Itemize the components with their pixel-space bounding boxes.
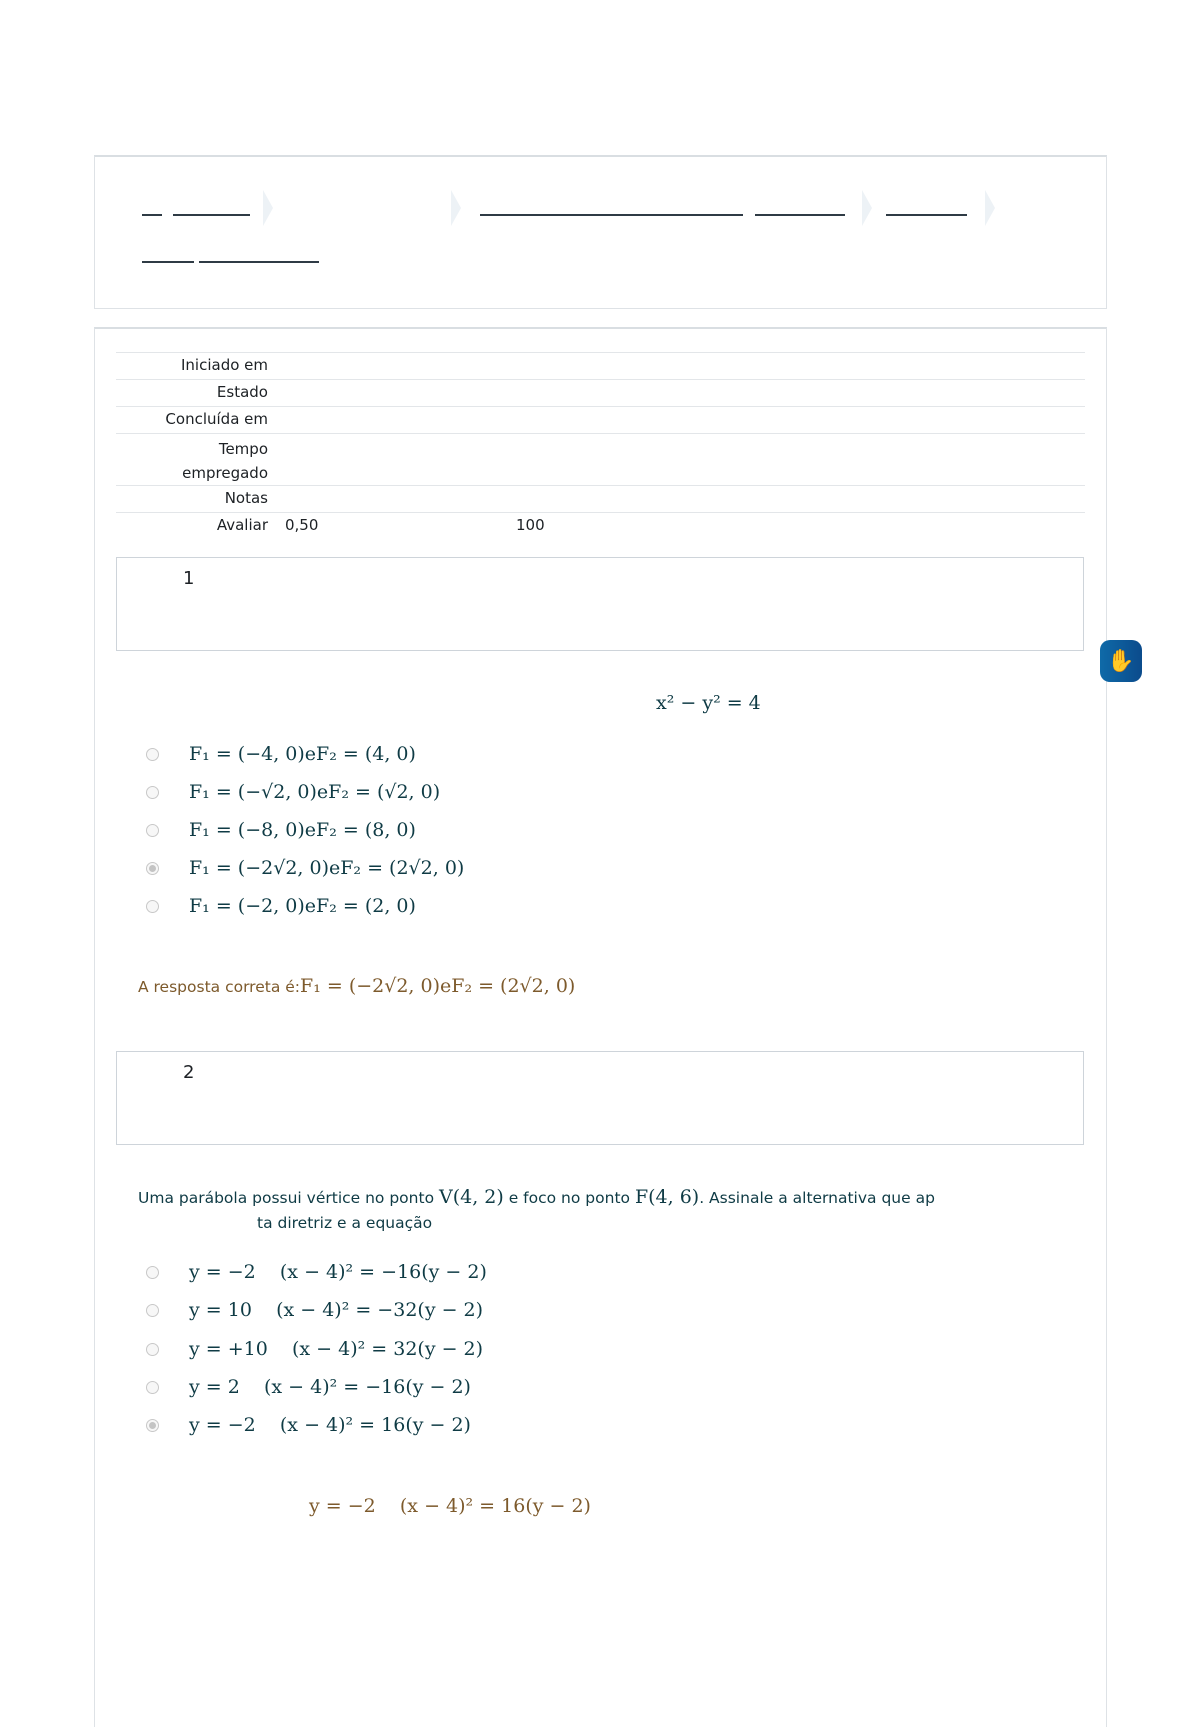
breadcrumb-separator-icon	[862, 190, 872, 226]
option-text: y = 10 (x − 4)² = −32(y − 2)	[189, 1299, 484, 1321]
summary-label-state: Estado	[216, 383, 268, 401]
feedback-answer: y = −2 (x − 4)² = 16(y − 2)	[309, 1495, 591, 1517]
radio-button[interactable]	[146, 900, 159, 913]
answer-option[interactable]	[146, 894, 416, 918]
row-divider	[116, 406, 1085, 407]
summary-label-completed: Concluída em	[165, 410, 268, 428]
question-2-feedback	[309, 1495, 591, 1517]
question-text: . Assinale a alternativa que ap	[699, 1189, 935, 1207]
radio-button[interactable]	[146, 1304, 159, 1317]
question-number: 2	[183, 1062, 195, 1083]
question-1-equation: x² − y² = 4	[656, 692, 761, 714]
question-1-info-box	[116, 557, 1084, 651]
radio-button-checked[interactable]	[146, 862, 159, 875]
breadcrumb-link[interactable]	[173, 214, 250, 216]
option-text: F₁ = (−√2, 0)eF₂ = (√2, 0)	[189, 781, 441, 803]
answer-option[interactable]	[146, 1375, 471, 1399]
question-text: e foco no ponto	[503, 1189, 635, 1207]
row-divider	[116, 352, 1085, 353]
summary-label-started: Iniciado em	[180, 356, 268, 374]
answer-option[interactable]	[146, 1337, 483, 1361]
breadcrumb-link[interactable]	[755, 214, 845, 216]
question-1-feedback	[138, 975, 575, 997]
focus-math: F(4, 6)	[634, 1186, 700, 1208]
question-2-text	[138, 1186, 935, 1208]
summary-grade-value: 0,50	[285, 516, 319, 534]
answer-option-selected[interactable]	[146, 856, 464, 880]
row-divider	[116, 379, 1085, 380]
question-2-info-box	[116, 1051, 1084, 1145]
row-divider	[116, 433, 1085, 434]
option-text: y = 2 (x − 4)² = −16(y − 2)	[189, 1376, 471, 1398]
option-text: F₁ = (−8, 0)eF₂ = (8, 0)	[189, 819, 416, 841]
option-text: y = −2 (x − 4)² = −16(y − 2)	[189, 1261, 487, 1283]
breadcrumb-link[interactable]	[199, 261, 319, 263]
breadcrumb-link[interactable]	[886, 214, 967, 216]
radio-button-checked[interactable]	[146, 1419, 159, 1432]
radio-button[interactable]	[146, 1343, 159, 1356]
answer-option-selected[interactable]	[146, 1413, 471, 1437]
option-text: F₁ = (−2, 0)eF₂ = (2, 0)	[189, 895, 416, 917]
summary-grade-max: 100	[516, 516, 545, 534]
answer-option[interactable]	[146, 818, 416, 842]
option-text: y = +10 (x − 4)² = 32(y − 2)	[189, 1338, 484, 1360]
answer-option[interactable]	[146, 1260, 487, 1284]
question-text: Uma parábola possui vértice no ponto	[138, 1189, 439, 1207]
sign-language-hands-icon[interactable]: ✋	[1100, 640, 1142, 682]
radio-button[interactable]	[146, 748, 159, 761]
breadcrumb-separator-icon	[451, 190, 461, 226]
feedback-answer: F₁ = (−2√2, 0)eF₂ = (2√2, 0)	[300, 975, 576, 997]
radio-button[interactable]	[146, 1266, 159, 1279]
feedback-prefix: A resposta correta é:	[138, 978, 301, 996]
breadcrumb-link[interactable]	[142, 214, 162, 216]
option-text: F₁ = (−4, 0)eF₂ = (4, 0)	[189, 743, 416, 765]
breadcrumb-link[interactable]	[142, 261, 194, 263]
row-divider	[116, 512, 1085, 513]
breadcrumb-separator-icon	[985, 190, 995, 226]
question-number: 1	[183, 568, 195, 589]
question-2-text-line2: ta diretriz e a equação	[257, 1214, 433, 1232]
option-text: y = −2 (x − 4)² = 16(y − 2)	[189, 1414, 471, 1436]
radio-button[interactable]	[146, 1381, 159, 1394]
breadcrumb-card	[94, 155, 1107, 309]
breadcrumb-separator-icon	[263, 190, 273, 226]
summary-label-time: Tempo empregado	[182, 440, 268, 482]
row-divider	[116, 485, 1085, 486]
option-text: F₁ = (−2√2, 0)eF₂ = (2√2, 0)	[189, 857, 465, 879]
answer-option[interactable]	[146, 742, 416, 766]
summary-label-grades: Notas	[224, 489, 268, 507]
vertex-math: V(4, 2)	[438, 1186, 504, 1208]
quiz-review-card	[94, 327, 1107, 1727]
breadcrumb-link[interactable]	[480, 214, 743, 216]
summary-label-grade: Avaliar	[216, 516, 268, 534]
answer-option[interactable]	[146, 780, 440, 804]
answer-option[interactable]	[146, 1298, 483, 1322]
radio-button[interactable]	[146, 824, 159, 837]
radio-button[interactable]	[146, 786, 159, 799]
